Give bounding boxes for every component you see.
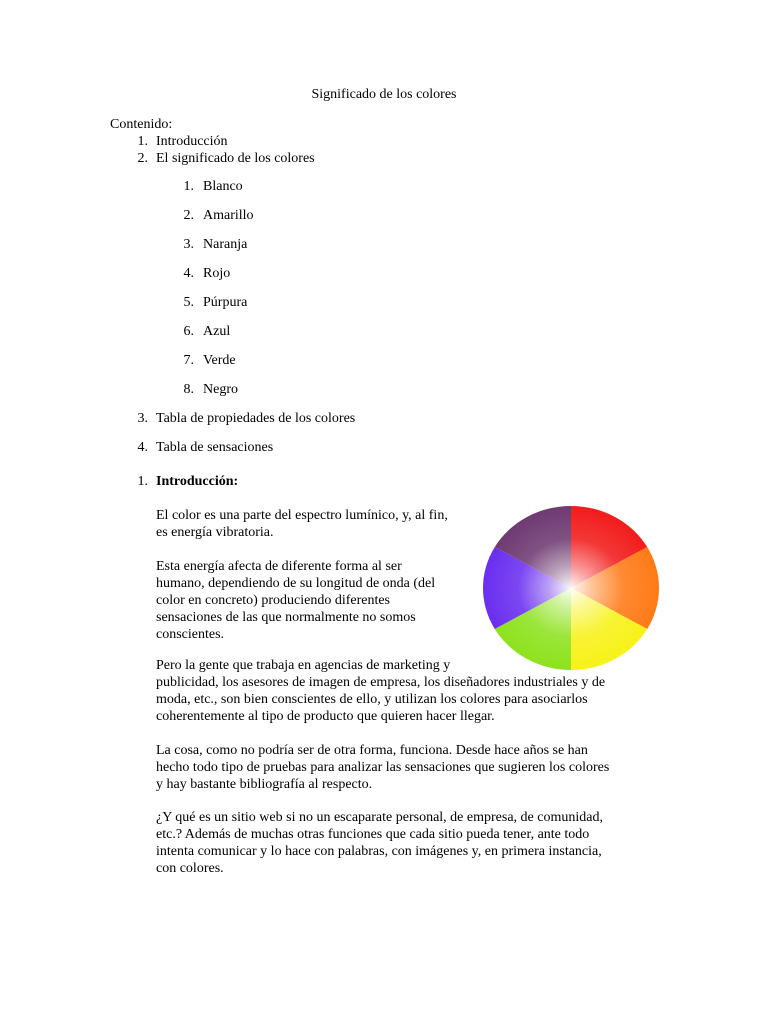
paragraph-line: intenta comunicar y lo hace con palabras, con imágenes y, en primera instancia,: [156, 844, 602, 859]
paragraph-line: ¿Y qué es un sitio web si no un escaparate personal, de empresa, de comunidad,: [156, 810, 603, 825]
color-list-number: 7.: [183, 353, 194, 368]
toc-number: 4.: [137, 440, 148, 455]
color-list-item: Blanco: [203, 179, 243, 194]
toc-number: 2.: [137, 151, 148, 166]
paragraph-line: es energía vibratoria.: [156, 525, 274, 540]
paragraph-line: color en concreto) produciendo diferentes: [156, 593, 391, 608]
toc-item: El significado de los colores: [156, 151, 315, 166]
paragraph-line: conscientes.: [156, 627, 225, 642]
paragraph-line: sensaciones de las que normalmente no somos: [156, 610, 416, 625]
color-list-item: Negro: [203, 382, 238, 397]
paragraph-line: Esta energía afecta de diferente forma al ser: [156, 559, 402, 574]
section-number: 1.: [137, 474, 148, 489]
toc-number: 3.: [137, 411, 148, 426]
paragraph-line: publicidad, los asesores de imagen de empresa, los diseñadores industriales y de: [156, 675, 606, 690]
color-wheel-image: [482, 505, 660, 671]
color-wheel-highlight: [483, 506, 659, 670]
contents-label: Contenido:: [110, 117, 173, 132]
paragraph-line: humano, dependiendo de su longitud de onda (del: [156, 576, 436, 591]
paragraph-line: etc.? Además de muchas otras funciones que cada sitio pueda tener, ante todo: [156, 827, 590, 842]
paragraph-line: moda, etc., son bien conscientes de ello, y utilizan los colores para asociarlos: [156, 692, 588, 707]
color-list-number: 8.: [183, 382, 194, 397]
toc-item: Tabla de propiedades de los colores: [156, 411, 356, 426]
paragraph-line: hecho todo tipo de pruebas para analizar las sensaciones que sugieren los colores: [156, 760, 610, 775]
color-list-number: 1.: [183, 179, 194, 194]
paragraph-line: y hay bastante bibliografía al respecto.: [156, 777, 373, 792]
paragraph-line: La cosa, como no podría ser de otra forma, funciona. Desde hace años se han: [156, 743, 588, 758]
color-list-item: Azul: [203, 324, 231, 339]
color-list-item: Naranja: [203, 237, 248, 252]
color-list-number: 2.: [183, 208, 194, 223]
color-list-number: 5.: [183, 295, 194, 310]
toc-item: Tabla de sensaciones: [156, 440, 274, 455]
paragraph-line: El color es una parte del espectro lumínico, y, al fin,: [156, 508, 448, 523]
color-list-item: Amarillo: [203, 208, 254, 223]
paragraph-line: Pero la gente que trabaja en agencias de marketing y: [156, 658, 451, 673]
toc-number: 1.: [137, 134, 148, 149]
document-title: Significado de los colores: [311, 87, 457, 102]
color-list-item: Rojo: [203, 266, 231, 281]
color-list-number: 3.: [183, 237, 194, 252]
section-heading: Introducción:: [156, 474, 239, 489]
paragraph-line: con colores.: [156, 861, 224, 876]
color-list-number: 4.: [183, 266, 194, 281]
toc-item: Introducción: [156, 134, 228, 149]
paragraph-line: coherentemente al tipo de producto que quieren hacer llegar.: [156, 709, 495, 724]
color-list-item: Verde: [203, 353, 236, 368]
color-list-item: Púrpura: [203, 295, 248, 310]
color-list-number: 6.: [183, 324, 194, 339]
